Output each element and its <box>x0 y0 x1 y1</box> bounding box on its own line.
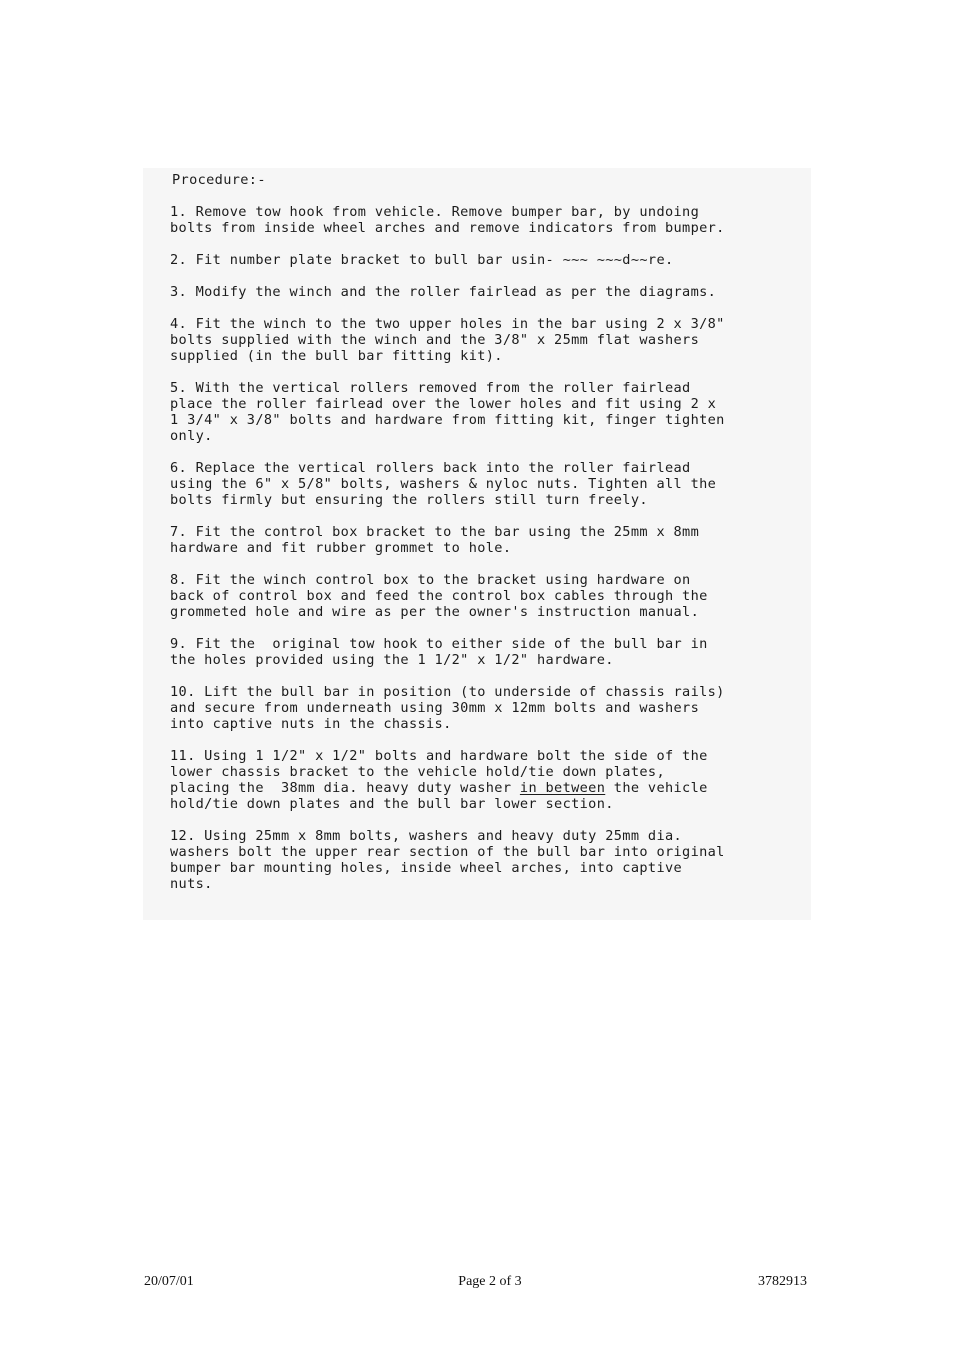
step-8 <box>170 572 810 620</box>
step-line: grommeted hole and wire as per the owner's instruction manual. <box>170 604 700 620</box>
step-line: bolts from inside wheel arches and remove indicators from bumper. <box>170 220 725 236</box>
procedure-text <box>170 172 810 908</box>
step-line: lower chassis bracket to the vehicle hold/tie down plates, <box>170 764 665 780</box>
step-4 <box>170 316 810 364</box>
step-line: into captive nuts in the chassis. <box>170 716 452 732</box>
step-line: 1 3/4" x 3/8" bolts and hardware from fitting kit, finger tighten <box>170 412 725 428</box>
step-5 <box>170 380 810 444</box>
step-2 <box>170 252 810 268</box>
step-6 <box>170 460 810 508</box>
procedure-heading: Procedure:- <box>172 172 266 188</box>
step-line: the holes provided using the 1 1/2" x 1/2" hardware. <box>170 652 614 668</box>
step-line: and secure from underneath using 30mm x 12mm bolts and washers <box>170 700 700 716</box>
step-10 <box>170 684 810 732</box>
step-line: 10. Lift the bull bar in position (to underside of chassis rails) <box>170 684 725 700</box>
footer-date: 20/07/01 <box>144 1274 194 1289</box>
step-line: using the 6" x 5/8" bolts, washers & nyloc nuts. Tighten all the <box>170 476 717 492</box>
step-text: the vehicle <box>605 780 708 796</box>
step-line-with-emphasis <box>170 780 810 796</box>
step-1 <box>170 204 810 236</box>
step-line: nuts. <box>170 876 213 892</box>
step-line: 4. Fit the winch to the two upper holes in the bar using 2 x 3/8" <box>170 316 725 332</box>
step-line: bolts supplied with the winch and the 3/8" x 25mm flat washers <box>170 332 700 348</box>
footer-document-number: 3782913 <box>758 1274 807 1289</box>
step-line: 11. Using 1 1/2" x 1/2" bolts and hardware bolt the side of the <box>170 748 708 764</box>
step-3 <box>170 284 810 300</box>
step-12 <box>170 828 810 892</box>
step-line: supplied (in the bull bar fitting kit). <box>170 348 503 364</box>
underlined-emphasis: in between <box>519 780 606 796</box>
step-line: 5. With the vertical rollers removed from the roller fairlead <box>170 380 691 396</box>
page-footer <box>0 1274 954 1294</box>
footer-page-number: Page 2 of 3 <box>458 1274 522 1289</box>
step-line: 2. Fit number plate bracket to bull bar usin- ~~~ ~~~d~~re. <box>170 252 674 268</box>
step-line: back of control box and feed the control box cables through the <box>170 588 708 604</box>
step-line: washers bolt the upper rear section of the bull bar into original <box>170 844 725 860</box>
step-11 <box>170 748 810 812</box>
step-line: 6. Replace the vertical rollers back into the roller fairlead <box>170 460 691 476</box>
step-line: 9. Fit the original tow hook to either side of the bull bar in <box>170 636 708 652</box>
step-line: only. <box>170 428 213 444</box>
step-line: 8. Fit the winch control box to the bracket using hardware on <box>170 572 691 588</box>
step-line: 12. Using 25mm x 8mm bolts, washers and heavy duty 25mm dia. <box>170 828 683 844</box>
step-line: 1. Remove tow hook from vehicle. Remove bumper bar, by undoing <box>170 204 700 220</box>
step-line: hold/tie down plates and the bull bar lower section. <box>170 796 614 812</box>
step-line: bolts firmly but ensuring the rollers still turn freely. <box>170 492 648 508</box>
step-line: place the roller fairlead over the lower holes and fit using 2 x <box>170 396 717 412</box>
step-line: 7. Fit the control box bracket to the bar using the 25mm x 8mm <box>170 524 700 540</box>
step-9 <box>170 636 810 668</box>
step-line: bumper bar mounting holes, inside wheel arches, into captive <box>170 860 683 876</box>
step-line: 3. Modify the winch and the roller fairlead as per the diagrams. <box>170 284 717 300</box>
step-7 <box>170 524 810 556</box>
step-text: placing the 38mm dia. heavy duty washer <box>170 780 520 796</box>
step-line: hardware and fit rubber grommet to hole. <box>170 540 512 556</box>
